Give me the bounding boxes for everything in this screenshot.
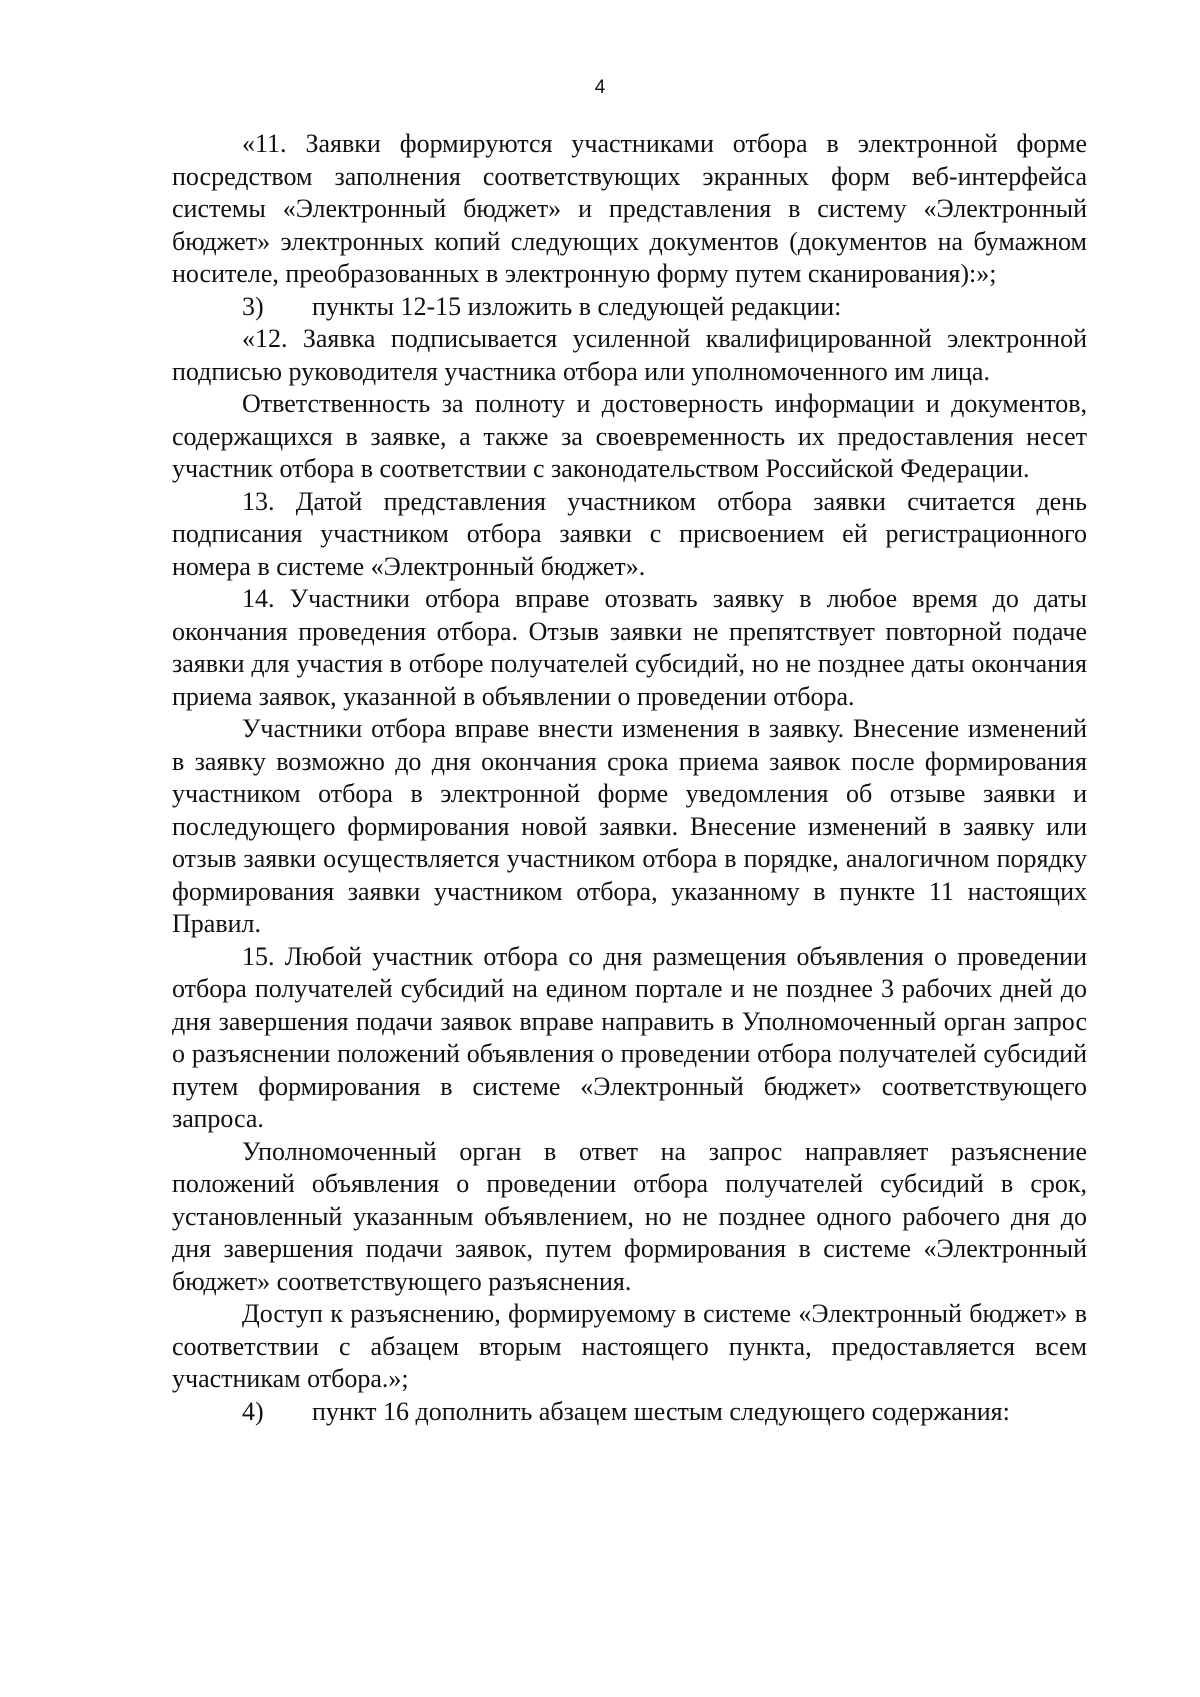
paragraph-clarification: Уполномоченный орган в ответ на запрос направляет разъяснение положений объявления о проведении отбора получателей субсидий в срок, установленный указанным объявлением, но не позднее одного рабочего дня до дня завершения подачи заявок, путем формирования в системе «Электронный бюджет» соответствующего разъяснения. xyxy=(172,1136,1087,1296)
paragraph-11: «11. Заявки формируются участниками отбора в электронной форме посредством заполнения соответствующих экранных форм веб-интерфейса системы «Электронный бюджет» и представления в систему «Электронный бюджет» электронных копий следующих документов (документов на бумажном носителе, преобразованных в электронную форму путем сканирования):»; xyxy=(172,129,1087,288)
list-item-number: 4) xyxy=(242,1396,264,1426)
paragraph-15: 15. Любой участник отбора со дня размещения объявления о проведении отбора получателей субсидий на едином портале и не позднее 3 рабочих дней до дня завершения подачи заявок вправе направить в Уполномоченный орган запрос о разъяснении положений объявления о проведении отбора получателей субсидий путем формирования в системе «Электронный бюджет» соответствующего запроса. xyxy=(172,941,1087,1133)
paragraph-access: Доступ к разъяснению, формируемому в системе «Электронный бюджет» в соответствии с абзацем вторым настоящего пункта, предоставляется всем участникам отбора.»; xyxy=(172,1299,1087,1393)
document-body xyxy=(172,128,1087,1428)
paragraph-changes: Участники отбора вправе внести изменения в заявку. Внесение изменений в заявку возможно до дня окончания срока приема заявок после формирования участником отбора в электронной форме уведомления об отзыве заявки и последующего формирования новой заявки. Внесение изменений в заявку или отзыв заявки осуществляется участником отбора в порядке, аналогичном порядку формирования заявки участником отбора, указанному в пункте 11 настоящих Правил. xyxy=(172,714,1087,938)
page-number: 4 xyxy=(594,77,606,98)
paragraph-14: 14. Участники отбора вправе отозвать заявку в любое время до даты окончания проведения отбора. Отзыв заявки не препятствует повторной подаче заявки для участия в отборе получателей субсидий, но не позднее даты окончания приема заявок, указанной в объявлении о проведении отбора. xyxy=(172,584,1087,711)
paragraph-responsibility: Ответственность за полноту и достоверность информации и документов, содержащихся в заявке, а также за своевременность их предоставления несет участник отбора в соответствии с законодательством Российской Федерации. xyxy=(172,389,1087,483)
list-item-3 xyxy=(172,291,1087,324)
paragraph-13: 13. Датой представления участником отбора заявки считается день подписания участником отбора заявки с присвоением ей регистрационного номера в системе «Электронный бюджет». xyxy=(172,486,1087,581)
list-item-text: пункты 12-15 изложить в следующей редакции: xyxy=(312,291,842,321)
list-item-text: пункт 16 дополнить абзацем шестым следующего содержания: xyxy=(312,1396,1010,1426)
paragraph-12: «12. Заявка подписывается усиленной квалифицированной электронной подписью руководителя участника отбора или уполномоченного им лица. xyxy=(172,324,1087,386)
list-item-number: 3) xyxy=(242,291,264,321)
list-item-4 xyxy=(172,1396,1087,1429)
